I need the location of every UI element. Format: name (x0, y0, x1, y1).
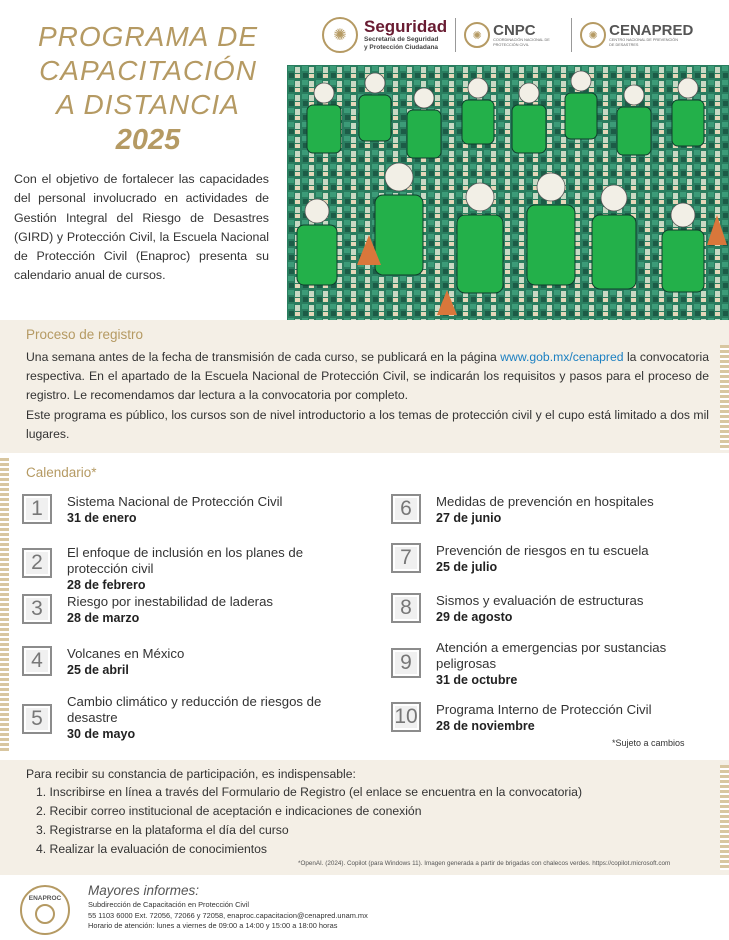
course-item (391, 640, 716, 688)
intro-paragraph: Con el objetivo de fortalecer las capacidades del personal involucrado en actividades de Gestión Integral del Riesgo de Desastres (GIRD) y Protección Civil, la Escuela Nacional de Protección Civil (Enaproc) presenta su calendario anual de cursos. (14, 172, 269, 283)
cnpc-seal-icon: ✺ (464, 22, 490, 48)
course-number: 5 (22, 704, 52, 734)
image-credit: *OpenAI. (2024). Copilot (para Windows 11). Imagen generada a partir de brigadas con chalecos verdes. https://copilot.microsoft.com (298, 860, 671, 867)
enaproc-logo-text: ENAPROC (28, 895, 62, 902)
title-year: 2025 (115, 124, 181, 156)
calendario-title: Calendario* (26, 465, 97, 480)
course-number: 1 (22, 494, 52, 524)
course-date: 25 de abril (67, 663, 129, 677)
course-date: 28 de febrero (67, 578, 146, 592)
course-number: 8 (391, 593, 421, 623)
course-name: Cambio climático y reducción de riesgos de desastre (67, 694, 322, 725)
decorative-stripe (0, 458, 9, 753)
course-item (391, 494, 726, 526)
contact-line-hours: Horario de atención: lunes a viernes de 09:00 a 14:00 y 15:00 a 18:00 horas (88, 921, 338, 930)
contact-line-dept: Subdirección de Capacitación en Protección Civil (88, 900, 250, 909)
constancia-step: 3. Registrarse en la plataforma el día del curso (36, 823, 289, 837)
program-title (18, 20, 278, 158)
course-date: 29 de agosto (436, 610, 513, 624)
logo-divider (571, 18, 572, 52)
constancia-steps (36, 783, 582, 859)
decorative-stripe (720, 765, 729, 870)
course-item (22, 694, 337, 742)
course-name: Sismos y evaluación de estructuras (436, 593, 644, 608)
course-number: 3 (22, 594, 52, 624)
seguridad-logo-sub1: Secretaría de Seguridad (364, 36, 439, 43)
course-name: Atención a emergencias por sustancias peligrosas (436, 640, 667, 671)
cnpc-logo-sub: COORDINACIÓN NACIONAL DE PROTECCIÓN CIVIL (493, 37, 550, 47)
brigade-illustration (287, 65, 729, 327)
registro-p1-before: Una semana antes de la fecha de transmisión de cada curso, se publicará en la página (26, 350, 501, 364)
contact-line-phone-email: 55 1103 6000 Ext. 72056, 72066 y 72058, enaproc.capacitacion@cenapred.unam.mx (88, 910, 368, 920)
course-date: 28 de noviembre (436, 719, 535, 733)
course-date: 31 de enero (67, 511, 137, 525)
decorative-stripe (720, 345, 729, 450)
title-line-3: A DISTANCIA (56, 89, 240, 120)
title-line-2: CAPACITACIÓN (39, 55, 257, 86)
cenapred-link[interactable]: www.gob.mx/cenapred (500, 350, 624, 364)
brigade-illustration-art (287, 65, 729, 327)
cenapred-logo-sub: CENTRO NACIONAL DE PREVENCIÓN DE DESASTRES (609, 37, 678, 47)
cnpc-logo-name: CNPC (493, 21, 536, 39)
registro-p1-after: la convocatoria respectiva. En el apartado de la Escuela Nacional de Protección Civil, se indicarán los requisitos y pasos para el proceso de registro. Le recomendamos dar lectura a la convocatoria por completo. (26, 350, 709, 403)
course-item (391, 543, 726, 575)
course-date: 28 de marzo (67, 611, 140, 625)
course-name: Prevención de riesgos en tu escuela (436, 543, 649, 558)
seguridad-logo-name: Seguridad (364, 17, 448, 36)
seguridad-logo (322, 17, 447, 53)
course-number: 10 (391, 702, 421, 732)
constancia-step: 2. Recibir correo institucional de aceptación e indicaciones de conexión (36, 804, 422, 818)
course-name: Volcanes en México (67, 646, 185, 661)
course-number: 7 (391, 543, 421, 573)
registro-title: Proceso de registro (26, 327, 144, 342)
cnpc-logo (464, 22, 563, 48)
enaproc-seal-icon (35, 904, 55, 924)
course-name: Programa Interno de Protección Civil (436, 702, 652, 717)
course-item (391, 702, 726, 734)
registro-text (26, 348, 709, 444)
constancia-intro: Para recibir su constancia de participación, es indispensable: (26, 767, 356, 781)
course-number: 2 (22, 548, 52, 578)
course-item (22, 594, 357, 626)
course-name: Sistema Nacional de Protección Civil (67, 494, 283, 509)
course-number: 6 (391, 494, 421, 524)
cenapred-seal-icon: ✺ (580, 22, 606, 48)
logo-divider (455, 18, 456, 52)
course-item (22, 646, 357, 678)
course-name: Medidas de prevención en hospitales (436, 494, 654, 509)
institution-logos (322, 14, 722, 56)
more-info-title: Mayores informes: (88, 883, 200, 898)
national-seal-icon: ✺ (322, 17, 358, 53)
registro-paragraph-2: Este programa es público, los cursos son de nivel introductorio a los temas de protección civil y el cupo está limitado a dos mil lugares. (26, 407, 709, 441)
course-date: 30 de mayo (67, 727, 136, 741)
course-date: 27 de junio (436, 511, 502, 525)
constancia-step: 4. Realizar la evaluación de conocimientos (36, 842, 268, 856)
course-item (391, 593, 726, 625)
course-item (22, 494, 357, 526)
course-item (22, 545, 337, 593)
course-number: 4 (22, 646, 52, 676)
subject-to-change-note: *Sujeto a cambios (612, 738, 685, 748)
course-date: 31 de octubre (436, 673, 518, 687)
course-date: 25 de julio (436, 560, 498, 574)
course-name: Riesgo por inestabilidad de laderas (67, 594, 274, 609)
registro-paragraph-1 (26, 348, 709, 406)
contact-info (88, 900, 368, 932)
course-name: El enfoque de inclusión en los planes de protección civil (67, 545, 304, 576)
course-number: 9 (391, 648, 421, 678)
enaproc-logo (20, 885, 70, 935)
cenapred-logo-name: CENAPRED (609, 21, 694, 39)
constancia-step: 1. Inscribirse en línea a través del Formulario de Registro (el enlace se encuentra en la convocatoria) (36, 785, 583, 799)
title-line-1: PROGRAMA DE (38, 21, 258, 52)
cenapred-logo (580, 22, 693, 48)
seguridad-logo-sub2: y Protección Ciudadana (364, 44, 439, 51)
